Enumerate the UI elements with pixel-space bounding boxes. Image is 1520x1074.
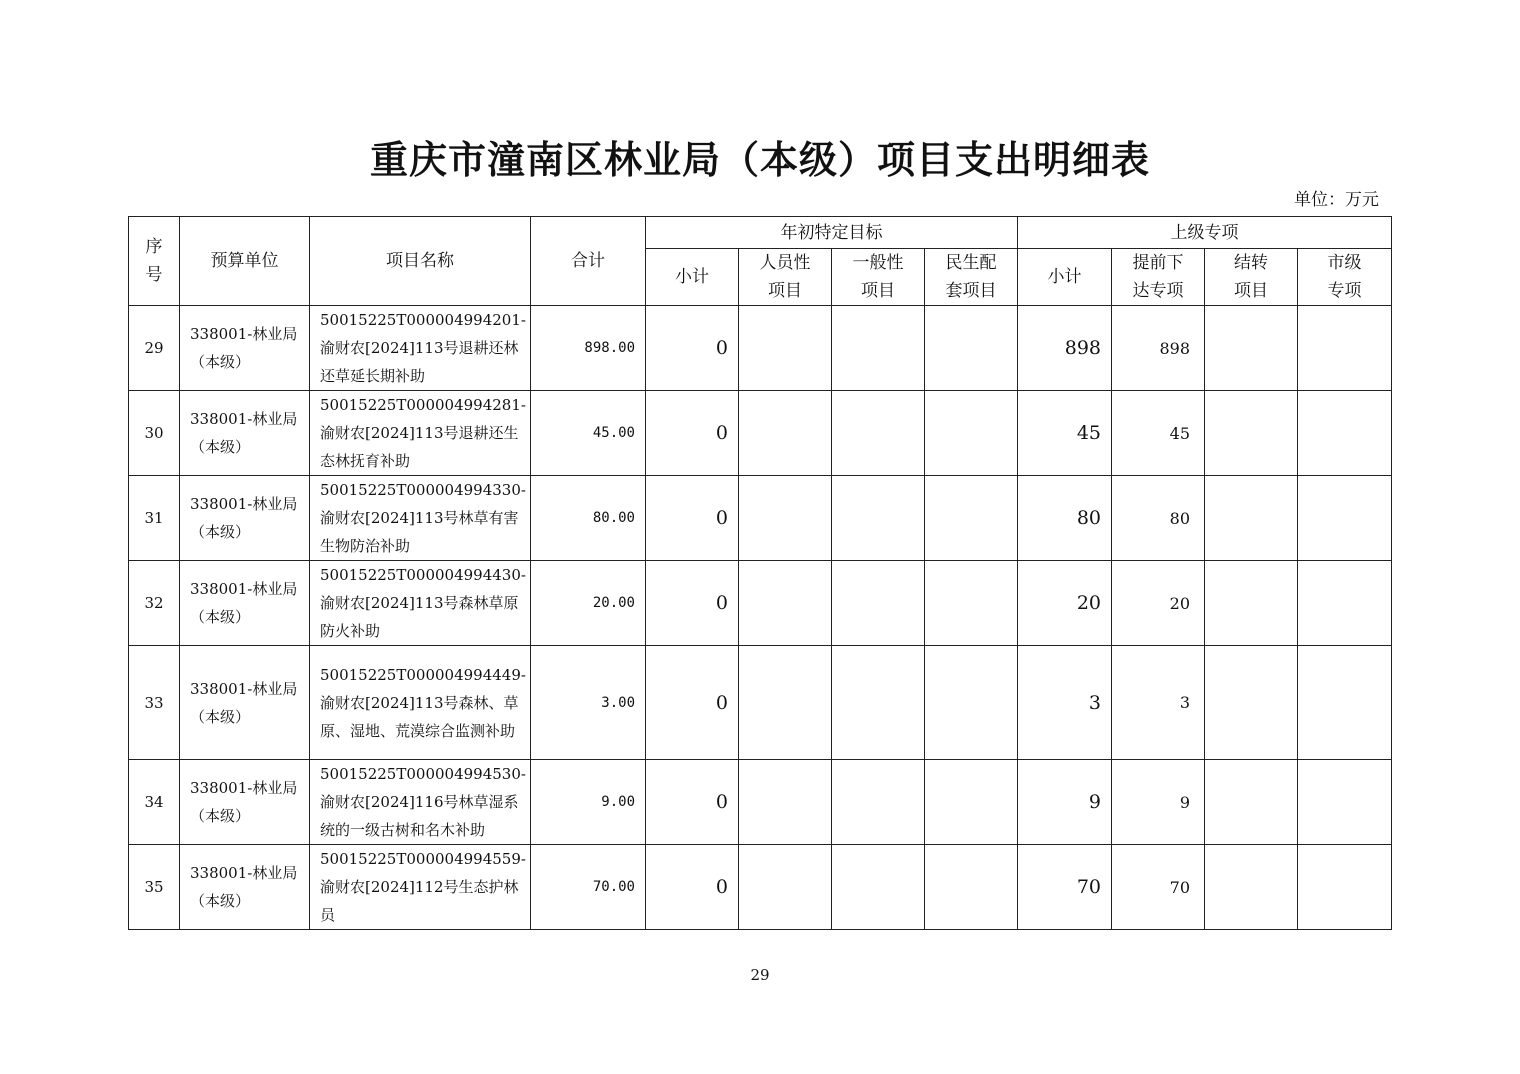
header-seq: 序号 — [129, 217, 180, 306]
cell-project-name: 50015225T000004994330-渝财农[2024]113号林草有害生物防治补助 — [310, 476, 531, 561]
cell-total: 3.00 — [531, 646, 646, 760]
header-annual-subtotal: 小计 — [646, 249, 739, 306]
cell-general — [832, 391, 925, 476]
cell-budget-unit: 338001-林业局（本级） — [180, 845, 310, 930]
table-row — [129, 760, 1392, 845]
cell-livelihood — [925, 476, 1018, 561]
header-project-name: 项目名称 — [310, 217, 531, 306]
cell-project-name: 50015225T000004994559-渝财农[2024]112号生态护林员 — [310, 845, 531, 930]
cell-personnel — [739, 391, 832, 476]
cell-municipal — [1298, 391, 1392, 476]
header-advance: 提前下达专项 — [1112, 249, 1205, 306]
cell-superior-subtotal: 898 — [1018, 306, 1112, 391]
cell-municipal — [1298, 476, 1392, 561]
cell-advance: 70 — [1112, 845, 1205, 930]
cell-annual-subtotal: 0 — [646, 476, 739, 561]
cell-total: 45.00 — [531, 391, 646, 476]
cell-personnel — [739, 646, 832, 760]
cell-annual-subtotal: 0 — [646, 561, 739, 646]
table-row — [129, 476, 1392, 561]
cell-superior-subtotal: 3 — [1018, 646, 1112, 760]
cell-project-name: 50015225T000004994281-渝财农[2024]113号退耕还生态林抚育补助 — [310, 391, 531, 476]
cell-municipal — [1298, 306, 1392, 391]
cell-project-name: 50015225T000004994430-渝财农[2024]113号森林草原防火补助 — [310, 561, 531, 646]
header-annual-group: 年初特定目标 — [646, 217, 1018, 249]
cell-total: 70.00 — [531, 845, 646, 930]
cell-total: 20.00 — [531, 561, 646, 646]
unit-label: 单位：万元 — [1294, 190, 1379, 210]
cell-personnel — [739, 760, 832, 845]
cell-superior-subtotal: 80 — [1018, 476, 1112, 561]
cell-superior-subtotal: 70 — [1018, 845, 1112, 930]
cell-annual-subtotal: 0 — [646, 646, 739, 760]
header-superior-subtotal: 小计 — [1018, 249, 1112, 306]
cell-seq: 35 — [129, 845, 180, 930]
cell-annual-subtotal: 0 — [646, 845, 739, 930]
cell-livelihood — [925, 306, 1018, 391]
cell-general — [832, 306, 925, 391]
cell-personnel — [739, 306, 832, 391]
cell-superior-subtotal: 20 — [1018, 561, 1112, 646]
cell-municipal — [1298, 760, 1392, 845]
table-row — [129, 561, 1392, 646]
cell-seq: 30 — [129, 391, 180, 476]
header-livelihood: 民生配套项目 — [925, 249, 1018, 306]
cell-general — [832, 476, 925, 561]
header-municipal: 市级专项 — [1298, 249, 1392, 306]
cell-seq: 33 — [129, 646, 180, 760]
table-row — [129, 646, 1392, 760]
cell-livelihood — [925, 760, 1018, 845]
cell-budget-unit: 338001-林业局（本级） — [180, 306, 310, 391]
cell-general — [832, 646, 925, 760]
header-carryover: 结转项目 — [1205, 249, 1298, 306]
table-row — [129, 845, 1392, 930]
cell-advance: 3 — [1112, 646, 1205, 760]
cell-livelihood — [925, 561, 1018, 646]
cell-carryover — [1205, 646, 1298, 760]
cell-advance: 9 — [1112, 760, 1205, 845]
header-general: 一般性项目 — [832, 249, 925, 306]
cell-annual-subtotal: 0 — [646, 760, 739, 845]
cell-budget-unit: 338001-林业局（本级） — [180, 760, 310, 845]
cell-budget-unit: 338001-林业局（本级） — [180, 391, 310, 476]
cell-general — [832, 845, 925, 930]
cell-carryover — [1205, 561, 1298, 646]
header-personnel: 人员性项目 — [739, 249, 832, 306]
cell-advance: 80 — [1112, 476, 1205, 561]
cell-seq: 34 — [129, 760, 180, 845]
cell-carryover — [1205, 476, 1298, 561]
cell-carryover — [1205, 845, 1298, 930]
cell-superior-subtotal: 45 — [1018, 391, 1112, 476]
cell-municipal — [1298, 561, 1392, 646]
cell-project-name: 50015225T000004994201-渝财农[2024]113号退耕还林还草延长期补助 — [310, 306, 531, 391]
cell-carryover — [1205, 391, 1298, 476]
cell-budget-unit: 338001-林业局（本级） — [180, 646, 310, 760]
cell-seq: 31 — [129, 476, 180, 561]
cell-carryover — [1205, 760, 1298, 845]
cell-annual-subtotal: 0 — [646, 391, 739, 476]
header-superior-group: 上级专项 — [1018, 217, 1392, 249]
cell-personnel — [739, 561, 832, 646]
cell-project-name: 50015225T000004994530-渝财农[2024]116号林草湿系统的一级古树和名木补助 — [310, 760, 531, 845]
page-title: 重庆市潼南区林业局（本级）项目支出明细表 — [369, 137, 1150, 182]
cell-budget-unit: 338001-林业局（本级） — [180, 561, 310, 646]
cell-total: 898.00 — [531, 306, 646, 391]
header-total: 合计 — [531, 217, 646, 306]
cell-general — [832, 561, 925, 646]
cell-municipal — [1298, 646, 1392, 760]
header-budget-unit: 预算单位 — [180, 217, 310, 306]
cell-seq: 29 — [129, 306, 180, 391]
cell-personnel — [739, 845, 832, 930]
cell-seq: 32 — [129, 561, 180, 646]
cell-carryover — [1205, 306, 1298, 391]
cell-livelihood — [925, 646, 1018, 760]
project-expense-table — [128, 216, 1392, 930]
cell-general — [832, 760, 925, 845]
cell-advance: 45 — [1112, 391, 1205, 476]
cell-advance: 898 — [1112, 306, 1205, 391]
page-number: 29 — [750, 966, 770, 984]
cell-annual-subtotal: 0 — [646, 306, 739, 391]
cell-municipal — [1298, 845, 1392, 930]
cell-total: 80.00 — [531, 476, 646, 561]
cell-advance: 20 — [1112, 561, 1205, 646]
cell-superior-subtotal: 9 — [1018, 760, 1112, 845]
cell-livelihood — [925, 845, 1018, 930]
cell-livelihood — [925, 391, 1018, 476]
cell-personnel — [739, 476, 832, 561]
cell-project-name: 50015225T000004994449-渝财农[2024]113号森林、草原、湿地、荒漠综合监测补助 — [310, 646, 531, 760]
cell-budget-unit: 338001-林业局（本级） — [180, 476, 310, 561]
cell-total: 9.00 — [531, 760, 646, 845]
table-row — [129, 306, 1392, 391]
table-row — [129, 391, 1392, 476]
